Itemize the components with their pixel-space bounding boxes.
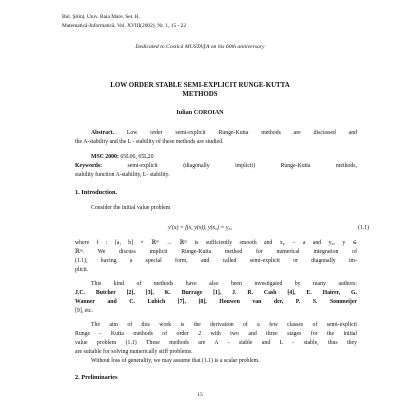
para-3-line-4: are suitable for solving numerically stiff problems. bbox=[75, 349, 193, 355]
para-3-line-3: value problem (1.1) These methods are A - stable and L - stable, thus they bbox=[75, 340, 357, 346]
abstract-line-2: the A-stability and the L - stability of these methods are studied. bbox=[75, 139, 224, 145]
para-2-line-2: J.C. Butcher [2], [3], K. Burrage [1], J. R. Cash [4], E. Hairer, G. bbox=[75, 290, 357, 296]
abstract-line-1 bbox=[91, 131, 357, 137]
section-1-intro: Consider the initial value problem bbox=[91, 205, 171, 211]
journal-header-line-2: Matematică-Informatică, Vol. XVIII(2002), Nr. 1, 15 - 22 bbox=[62, 23, 187, 29]
equation-number: (1.1) bbox=[358, 225, 370, 231]
para-3-line-1: The aim of this work is the derivation of a few classes of semi-explicit bbox=[91, 322, 357, 328]
para-3-line-5: Without loss of generality, we may assume that (1.1) is a scalar problem. bbox=[91, 358, 260, 364]
msc-value: 65L06, 65L20 bbox=[120, 154, 154, 160]
para-1-line-1: where f : [a, b] × ℝᵐ → ℝᵐ is sufficiently smooth and x₀ − a and y₀, y ∈ bbox=[75, 240, 357, 246]
journal-header-line-1: Bul. Ştiinţ. Univ. Baia Mare, Ser. B, bbox=[62, 14, 140, 20]
equation-1-1: y′(x) = f(x, y(x)), y(x₀) = y₀, bbox=[168, 225, 232, 231]
keywords-text-1: semi-explicit (diagonally implicit) Runge-Kutta methods, bbox=[127, 163, 357, 169]
dedication bbox=[0, 45, 400, 51]
author: Iulian COROIAN bbox=[176, 109, 224, 116]
paper-title-line-1: LOW ORDER STABLE SEMI-EXPLICIT RUNGE-KUTTA bbox=[110, 82, 290, 89]
abstract-text-1: Low order semi-explicit Runge-Kutta methods are discussed and bbox=[126, 130, 357, 136]
para-1-line-2: ℝᵐ. We discuss implicit Runge-Kutta method for numerical integration of bbox=[75, 249, 357, 255]
msc-line bbox=[91, 155, 153, 161]
keywords-line-1 bbox=[75, 164, 357, 170]
section-1-heading: 1. Introduction. bbox=[75, 189, 118, 196]
para-1-line-4: plicit. bbox=[75, 267, 89, 273]
para-2-line-3: Wanner and C. Lubich [7], [8], Houwen van der, P. S. Sommeijer bbox=[75, 299, 357, 305]
keywords-label: Keywords: bbox=[75, 163, 103, 169]
paper-title-line-2: METHODS bbox=[182, 91, 218, 98]
msc-label: MSC 2000: bbox=[91, 154, 119, 160]
dedication-text: Dedicated to Costică MUSTAŢA on his 60th anniversary bbox=[135, 44, 265, 50]
para-2-line-1: This kind of methods have also been investigated by many authors: bbox=[91, 281, 357, 287]
para-3-line-2: Runge - Kutta methods of order 2 with two and three stages for the initial bbox=[75, 331, 357, 337]
section-2-heading: 2. Preliminaries bbox=[75, 374, 118, 381]
para-2-line-4: [9], etc. bbox=[75, 308, 93, 314]
keywords-line-2: stability function A-stability, L- stability. bbox=[75, 172, 170, 178]
page-number: 15 bbox=[197, 392, 203, 398]
para-1-line-3: (1.1), having a special form, and called semi-explicit or diagonally im- bbox=[75, 258, 357, 264]
abstract-label: Abstract. bbox=[91, 130, 115, 136]
